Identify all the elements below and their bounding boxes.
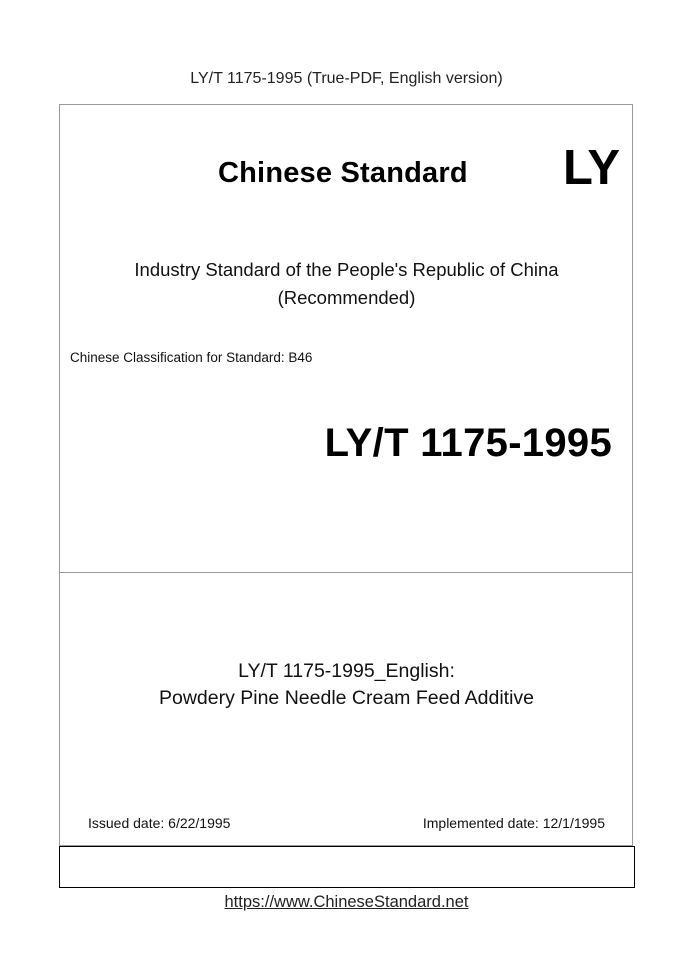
subtitle-line-2: (Recommended) [277,287,416,308]
document-type-heading: Chinese Standard [218,157,468,189]
standard-code-mark: LY [563,141,620,195]
subtitle-line-1: Industry Standard of the People's Republic of China [134,259,559,280]
website-link[interactable]: https://www.ChineseStandard.net [224,893,469,911]
classification-label: Chinese Classification for Standard: B46 [70,350,313,365]
standard-number: LY/T 1175-1995 [324,421,612,465]
document-title-line-2: Powdery Pine Needle Cream Feed Additive [158,687,535,709]
page-header: LY/T 1175-1995 (True-PDF, English version) [190,70,503,87]
issued-date: Issued date: 6/22/1995 [88,815,231,831]
implemented-date: Implemented date: 12/1/1995 [422,815,605,831]
cover-bottom-frame [59,846,635,888]
document-title-line-1: LY/T 1175-1995_English: [238,660,455,682]
